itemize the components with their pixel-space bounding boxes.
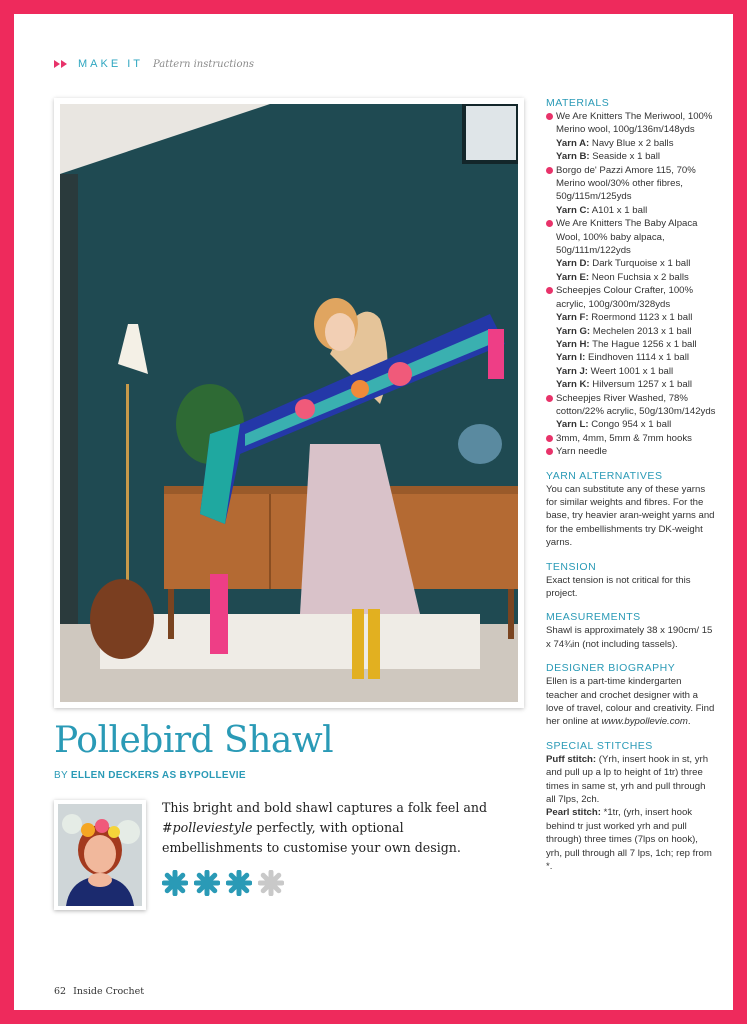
by-word: BY (54, 770, 68, 781)
section-sublabel: Pattern instructions (153, 58, 255, 70)
designer-photo (58, 804, 142, 906)
yarn-value: A101 x 1 ball (591, 204, 648, 216)
star-empty-icon (258, 870, 284, 896)
yarn-label: Yarn B: (556, 151, 590, 163)
materials-heading: MATERIALS (546, 97, 610, 109)
yarn-value: Dark Turquoise x 1 ball (592, 258, 691, 270)
yarn-value: Eindhoven 1114 x 1 ball (588, 352, 689, 364)
yarn-label: Yarn H: (556, 338, 590, 350)
intro-text-end: perfectly, with optional embellishments to customise your own design. (162, 820, 461, 855)
bullet-icon (546, 395, 553, 402)
materials-section (546, 96, 716, 459)
double-arrow-icon (54, 59, 72, 69)
yarn-alternatives-text: You can substitute any of these yarns for similar weights and fibres. For the base, try heavier aran-weight yarns and for the embellishments try DK-weight yarns. (546, 483, 715, 549)
measurements-text: Shawl is approximately 38 x 190cm/ 15 x 74¾in (not including tassels). (546, 625, 713, 650)
stitch-item (546, 806, 716, 873)
material-item (546, 445, 716, 458)
page-footer (54, 986, 148, 997)
material-item (546, 110, 716, 137)
bullet-icon (546, 448, 553, 455)
tension-section (546, 560, 716, 601)
material-item (546, 392, 716, 419)
pattern-title: Pollebird Shawl (54, 720, 334, 761)
material-desc: We Are Knitters The Baby Alpaca Wool, 100% baby alpaca, 50g/111m/122yds (556, 218, 698, 257)
bullet-icon (546, 113, 553, 120)
special-stitches-heading: SPECIAL STITCHES (546, 739, 653, 752)
yarn-value: Hilversum 1257 x 1 ball (592, 379, 692, 391)
stitch-list (546, 753, 716, 874)
yarn-value: Congo 954 x 1 ball (591, 419, 672, 431)
yarn-value: Weert 1001 x 1 ball (590, 365, 674, 377)
material-item (546, 164, 716, 204)
page-number: 62 (54, 986, 67, 997)
designer-bio: Ellen is a part-time kindergarten teacher and crochet designer with a love of travel, colour and creativity. Find her online at (546, 676, 715, 728)
byline (54, 770, 246, 781)
yarn-line (546, 204, 716, 217)
yarn-label: Yarn K: (556, 379, 590, 391)
stitch-text: (Yrh, insert hook in st, yrh and pull up a lp to height of 1tr) three times in same st, yrh and pull through all 7lps, 2ch. (546, 753, 709, 806)
yarn-value: Mechelen 2013 x 1 ball (592, 325, 692, 337)
yarn-value: Neon Fuchsia x 2 balls (591, 271, 689, 283)
stitch-name: Puff stitch: (546, 753, 597, 765)
yarn-label: Yarn C: (556, 204, 590, 216)
yarn-label: Yarn E: (556, 271, 590, 283)
section-label: MAKE IT (78, 58, 144, 70)
designer-section (546, 661, 716, 729)
magazine-name: Inside Crochet (73, 986, 145, 997)
yarn-line (546, 418, 716, 431)
yarn-line (546, 338, 716, 351)
shawl-photo (60, 104, 518, 702)
yarn-label: Yarn J: (556, 365, 588, 377)
tension-text: Exact tension is not critical for this project. (546, 574, 691, 599)
yarn-line (546, 257, 716, 270)
yarn-line (546, 325, 716, 338)
material-desc: Scheepjes Colour Crafter, 100% acrylic, 100g/300m/328yds (556, 285, 694, 310)
designer-photo-frame (54, 800, 146, 910)
intro-hashtag: #polleviestyle (162, 820, 253, 835)
tension-heading: TENSION (546, 560, 597, 573)
star-filled-icon (226, 870, 252, 896)
material-desc: We Are Knitters The Meriwool, 100% Merino wool, 100g/136m/148yds (556, 111, 713, 136)
designer-bio-end: . (687, 716, 691, 728)
bullet-icon (546, 167, 553, 174)
yarn-alternatives-section (546, 469, 716, 550)
yarn-line (546, 378, 716, 391)
stitch-name: Pearl stitch: (546, 807, 601, 819)
yarn-alternatives-heading: YARN ALTERNATIVES (546, 469, 663, 482)
material-item (546, 432, 716, 445)
measurements-heading: MEASUREMENTS (546, 611, 641, 624)
section-header (54, 58, 254, 70)
yarn-value: Roermond 1123 x 1 ball (591, 312, 693, 324)
measurements-section (546, 610, 716, 651)
materials-list (546, 110, 716, 459)
pattern-intro (162, 798, 502, 858)
magazine-page (14, 14, 733, 1010)
bullet-icon (546, 287, 553, 294)
yarn-label: Yarn A: (556, 137, 590, 149)
material-item (546, 284, 716, 311)
material-desc: 3mm, 4mm, 5mm & 7mm hooks (556, 432, 692, 444)
main-photo-frame (54, 98, 524, 708)
bullet-icon (546, 435, 553, 442)
material-desc: Scheepjes River Washed, 78% cotton/22% acrylic, 50g/130m/142yds (556, 392, 716, 417)
designer-website: www.bypollevie.com (601, 716, 688, 728)
stitch-text: *1tr, (yrh, insert hook behind tr just worked yrh and pull through) three times (7lps on hook), yrh, pull through all 7 lps, 1ch; rep from *. (546, 807, 712, 873)
yarn-value: Navy Blue x 2 balls (591, 137, 674, 149)
designer-text (546, 675, 716, 729)
star-filled-icon (194, 870, 220, 896)
author-name: ELLEN DECKERS AS BYPOLLEVIE (70, 770, 246, 781)
yarn-line (546, 137, 716, 150)
designer-heading: DESIGNER BIOGRAPHY (546, 662, 676, 675)
stitch-item (546, 753, 716, 807)
material-item (546, 217, 716, 257)
intro-text: This bright and bold shawl captures a folk feel and (162, 800, 488, 815)
special-stitches-section (546, 739, 716, 874)
yarn-label: Yarn G: (556, 325, 591, 337)
star-filled-icon (162, 870, 188, 896)
yarn-line (546, 311, 716, 324)
yarn-line (546, 271, 716, 284)
yarn-value: The Hague 1256 x 1 ball (592, 338, 697, 350)
yarn-line (546, 351, 716, 364)
bullet-icon (546, 220, 553, 227)
yarn-line (546, 150, 716, 163)
yarn-line (546, 365, 716, 378)
yarn-value: Seaside x 1 ball (592, 151, 660, 163)
yarn-label: Yarn F: (556, 312, 589, 324)
pattern-info-column (546, 96, 716, 884)
material-desc: Borgo de' Pazzi Amore 115, 70% Merino wool/30% other fibres, 50g/115m/125yds (556, 164, 696, 203)
material-desc: Yarn needle (556, 446, 608, 458)
yarn-label: Yarn I: (556, 352, 586, 364)
yarn-label: Yarn L: (556, 419, 589, 431)
difficulty-rating (162, 870, 284, 896)
yarn-label: Yarn D: (556, 258, 590, 270)
